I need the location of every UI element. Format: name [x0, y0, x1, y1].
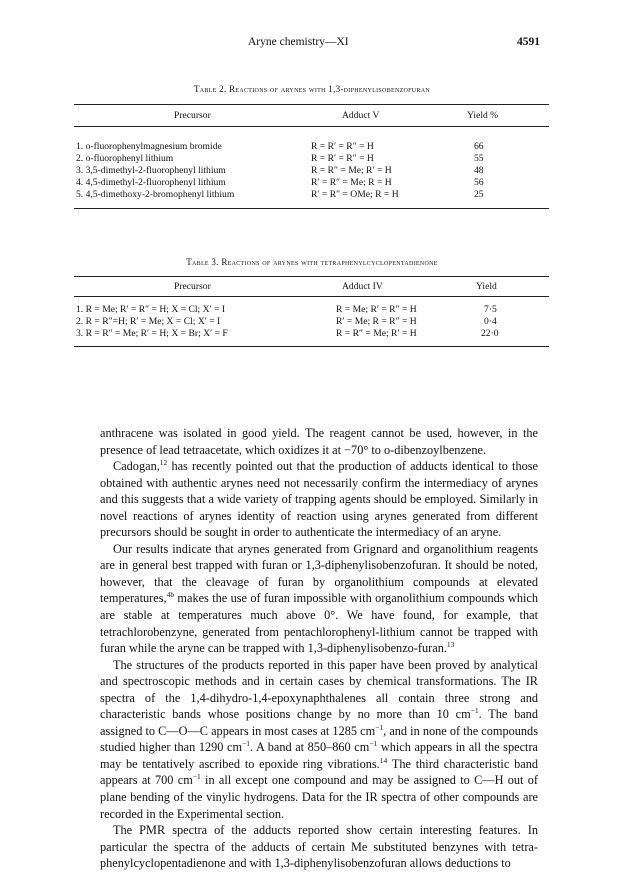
table3-bottom-rule — [74, 346, 549, 347]
paragraph-3-text-b: makes the use of furan impossible with organolithium compounds which are stable at temperatures much above 0°. We have found, for example, that tetrachlorobenzyne, generated from pentachlorophenyl-lithium cannot be trapped with furan while the aryne can be trapped with 1,3-diphenylisobenzo-furan. — [100, 591, 538, 656]
table2-bottom-rule — [74, 208, 549, 209]
table3-caption — [0, 257, 624, 267]
table2 — [74, 104, 549, 214]
table3-top-rule — [74, 276, 549, 277]
table2-header-yield: Yield % — [467, 110, 499, 121]
table2-cell-precursor: 4. 4,5-dimethyl-2-fluorophenyl lithium — [76, 177, 226, 188]
table3-caption-label: Table 3. — [186, 257, 219, 267]
table2-cell-yield: 66 — [474, 141, 484, 152]
table3-cell-yield: 0·4 — [484, 316, 497, 327]
unit-exponent: −1 — [375, 722, 384, 732]
paragraph-4-text-b: . The band assigned to C—O—C appears in most cases at 1285 cm — [100, 707, 538, 738]
table3-header-rule — [74, 296, 549, 297]
table3-cell-adduct: R = Me; R′ = R″ = H — [336, 304, 417, 315]
table2-cell-precursor: 5. 4,5-dimethoxy-2-bromophenyl lithium — [76, 189, 235, 200]
table2-cell-precursor: 3. 3,5-dimethyl-2-fluorophenyl lithium — [76, 165, 226, 176]
paragraph-4-text-a: The structures of the products reported in this paper have been proved by analytical and spectroscopic methods and in certain cases by chemical transformations. The IR spectra of the 1,4-dihydro-1,4-epoxynaphthalenes all contain three strong and characteristic bands whose positions change by no more than 10 cm — [100, 657, 538, 722]
unit-exponent: −1 — [470, 706, 479, 716]
reference-4b: 4b — [166, 590, 175, 600]
running-title: Aryne chemistry—XI — [248, 36, 349, 48]
page-number: 4591 — [517, 36, 540, 48]
table2-caption-label: Table 2. — [193, 84, 227, 94]
table2-cell-yield: 56 — [474, 177, 484, 188]
table3-cell-precursor: 1. R = Me; R′ = R″ = H; X = Cl; X′ = I — [76, 304, 226, 315]
paragraph-2 — [100, 458, 538, 541]
article-body — [100, 425, 538, 872]
table2-cell-yield: 48 — [474, 165, 484, 176]
table2-cell-precursor: 1. o-fluorophenylmagnesium bromide — [76, 141, 222, 152]
unit-exponent: −1 — [242, 739, 250, 749]
unit-exponent: −1 — [369, 739, 378, 749]
paragraph-3 — [100, 541, 538, 657]
table2-cell-yield: 55 — [474, 153, 484, 164]
table2-cell-adduct: R = R″ = Me; R′ = H — [311, 165, 392, 176]
paragraph-4-text-f: The third characteristic band appears at 700 cm — [100, 756, 538, 788]
table3 — [74, 276, 549, 356]
table3-cell-precursor: 3. R = R″ = Me; R′ = H; X = Br; X′ = F — [76, 328, 228, 339]
table2-header-precursor: Precursor — [174, 110, 211, 121]
paragraph-4-text-c: , and in none of the compounds studied higher than 1290 cm — [100, 723, 538, 755]
paragraph-4-text-d: . A band at 850–860 cm — [250, 740, 370, 755]
paragraph-4 — [100, 657, 538, 822]
paragraph-4-text-e: which appears in all the spectra may be tentatively ascribed to epoxide ring vibrations. — [100, 740, 539, 771]
table3-cell-adduct: R′ = Me; R = R″ = H — [336, 316, 417, 327]
table2-header-adduct: Adduct V — [342, 110, 380, 121]
paragraph-2-text: has recently pointed out that the production of adducts identical to those obtained with authentic arynes need not necessarily confirm the intermediacy of arynes and this suggests that a wide variety of trapping agents should be employed. Similarly in novel reactions of arynes identity of reaction using arynes generated from different precursors should be sought in order to authenticate the intermediacy of an aryne. — [100, 459, 538, 540]
table2-top-rule — [74, 104, 549, 105]
table3-cell-yield: 22·0 — [481, 328, 499, 339]
unit-exponent: −1 — [192, 772, 201, 782]
table2-caption-title: Reactions of arynes with 1,3-diphenylisobenzofuran — [229, 84, 431, 94]
table3-caption-title: Reactions of arynes with tetraphenylcyclopentadienone — [221, 257, 438, 267]
table3-header-yield: Yield — [476, 281, 497, 292]
table3-cell-yield: 7·5 — [484, 304, 497, 315]
author-cadogan: Cadogan, — [113, 459, 160, 474]
table2-cell-adduct: R′ = R″ = OMe; R = H — [311, 189, 399, 200]
reference-14: 14 — [379, 755, 388, 765]
table3-header-adduct: Adduct IV — [342, 281, 383, 292]
table2-caption — [0, 84, 624, 94]
table2-header-rule — [74, 126, 549, 127]
table3-cell-adduct: R = R″ = Me; R′ = H — [336, 328, 417, 339]
reference-12: 12 — [159, 458, 168, 467]
reference-13: 13 — [446, 640, 455, 650]
table2-cell-precursor: 2. o-fluorophenyl lithium — [76, 153, 174, 164]
table2-cell-yield: 25 — [474, 189, 484, 200]
table2-cell-adduct: R = R′ = R″ = H — [311, 153, 374, 164]
table3-cell-precursor: 2. R = R″=H; R′ = Me; X = Cl; X′ = I — [76, 316, 221, 327]
table3-header-precursor: Precursor — [174, 281, 211, 292]
paragraph-4-text-g: in all except one compound and may be assigned to C—H out of plane bending of the vinylic hydrogens. Data for the IR spectra of other compounds are recorded in the Experimental section. — [100, 773, 538, 821]
paragraph-5: The PMR spectra of the adducts reported show certain interesting features. In particular the spectra of the adducts of certain Me substituted benzynes with tetra-phenylcyclopentadienone and with 1,3-diphenylisobenzofuran allows deductions to — [100, 823, 538, 871]
table2-cell-adduct: R′ = R″ = Me; R = H — [311, 177, 392, 188]
paragraph-1: anthracene was isolated in good yield. The reagent cannot be used, however, in the presence of lead tetraacetate, which oxidizes it at −70° to o-dibenzoylbenzene. — [100, 426, 538, 457]
table2-cell-adduct: R = R′ = R″ = H — [311, 141, 374, 152]
paragraph-3-text-a: Our results indicate that arynes generated from Grignard and organolithium reagents are in general best trapped with furan or 1,3-diphenylisobenzofuran. It should be noted, however, that the cleavage of furan by organolithium compounds at elevated temperatures, — [100, 541, 538, 606]
